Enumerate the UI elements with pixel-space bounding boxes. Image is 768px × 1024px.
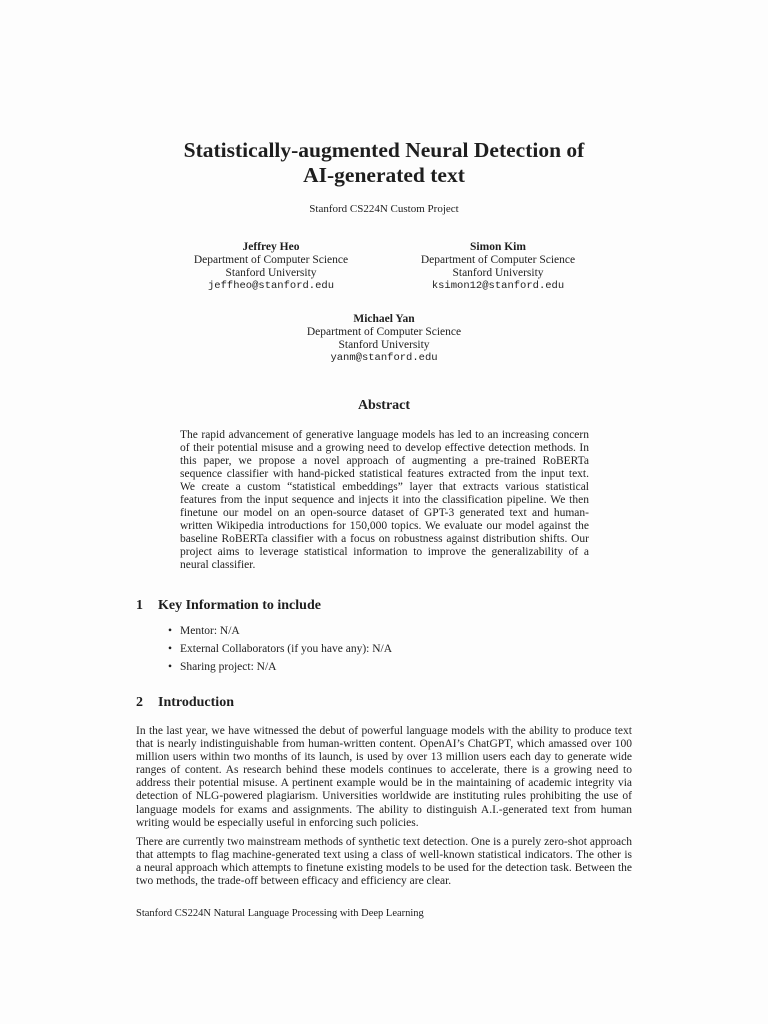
list-item-text: Sharing project: N/A — [180, 661, 277, 673]
list-item-text: Mentor: N/A — [180, 625, 240, 637]
list-item — [168, 643, 392, 656]
paper-title — [136, 138, 632, 188]
section-title: Introduction — [158, 695, 234, 710]
intro-paragraph-2: There are currently two mainstream methods of synthetic text detection. One is a purely zero-shot approach that attempts to flag machine-generated text using a class of well-known statistical indicators. The other is a neural approach which attempts to finetune existing models to be used for the detection task. Between the two methods, the trade-off between efficacy and efficiency are clear. — [136, 836, 632, 888]
title-line-1: Statistically-augmented Neural Detection of — [183, 138, 585, 162]
author-dept: Department of Computer Science — [193, 254, 349, 266]
author-univ: Stanford University — [338, 339, 430, 351]
author-name: Michael Yan — [353, 313, 415, 325]
author-univ: Stanford University — [452, 267, 544, 279]
author-email: jeffheo@stanford.edu — [207, 280, 335, 292]
author-block-3 — [259, 313, 509, 365]
paper-subtitle: Stanford CS224N Custom Project — [309, 203, 459, 215]
section-heading-introduction — [136, 695, 632, 711]
list-item — [168, 625, 392, 638]
list-item — [168, 661, 392, 674]
author-name: Jeffrey Heo — [242, 241, 300, 253]
abstract-heading: Abstract — [357, 398, 411, 413]
list-item-text: External Collaborators (if you have any): N/A — [180, 643, 393, 655]
intro-paragraph-1: In the last year, we have witnessed the debut of powerful language models with the ability to produce text that is nearly indistinguishable from human-written content. OpenAI’s ChatGPT, which amassed over 100 million users within two months of its launch, is used by over 13 million users each day to generate wide ranges of content. As research behind these models continues to accelerate, there is a growing need to address their potential misuse. A pertinent example would be in the maintaining of academic integrity via detection of NLG-powered plagiarism. Universities worldwide are instituting rules prohibiting the use of language models for exams and assignments. The ability to distinguish A.I.-generated text from human writing would be especially useful in enforcing such policies. — [136, 725, 632, 829]
author-email: yanm@stanford.edu — [330, 352, 438, 364]
bullet-icon: • — [168, 625, 173, 637]
author-univ: Stanford University — [225, 267, 317, 279]
section-number: 2 — [136, 695, 143, 710]
author-email: ksimon12@stanford.edu — [431, 280, 565, 292]
bullet-icon: • — [168, 643, 173, 655]
author-block-2 — [373, 241, 623, 293]
author-block-1 — [146, 241, 396, 293]
bullet-icon: • — [168, 661, 173, 673]
section-number: 1 — [136, 598, 143, 613]
page-footer: Stanford CS224N Natural Language Processing with Deep Learning — [136, 908, 424, 919]
section-title: Key Information to include — [158, 598, 321, 613]
key-information-list — [168, 625, 392, 679]
section-heading-key-information — [136, 598, 632, 614]
title-line-2: AI-generated text — [303, 163, 465, 187]
author-name: Simon Kim — [470, 241, 526, 253]
author-dept: Department of Computer Science — [306, 326, 462, 338]
author-dept: Department of Computer Science — [420, 254, 576, 266]
abstract-body: The rapid advancement of generative language models has led to an increasing concern of their potential misuse and a growing need to develop effective detection methods. In this paper, we propose a novel approach of augmenting a pre-trained RoBERTa sequence classifier with hand-picked statistical features extracted from the input text. We create a custom “statistical embeddings” layer that extracts various statistical features from the input sequence and injects it into the classification pipeline. We then finetune our model on an open-source dataset of GPT-3 generated text and human-written Wikipedia introductions for 150,000 topics. We evaluate our model against the baseline RoBERTa classifier with a focus on robustness against distribution shifts. Our project aims to leverage statistical information to improve the generalizability of a neural classifier. — [180, 429, 589, 571]
